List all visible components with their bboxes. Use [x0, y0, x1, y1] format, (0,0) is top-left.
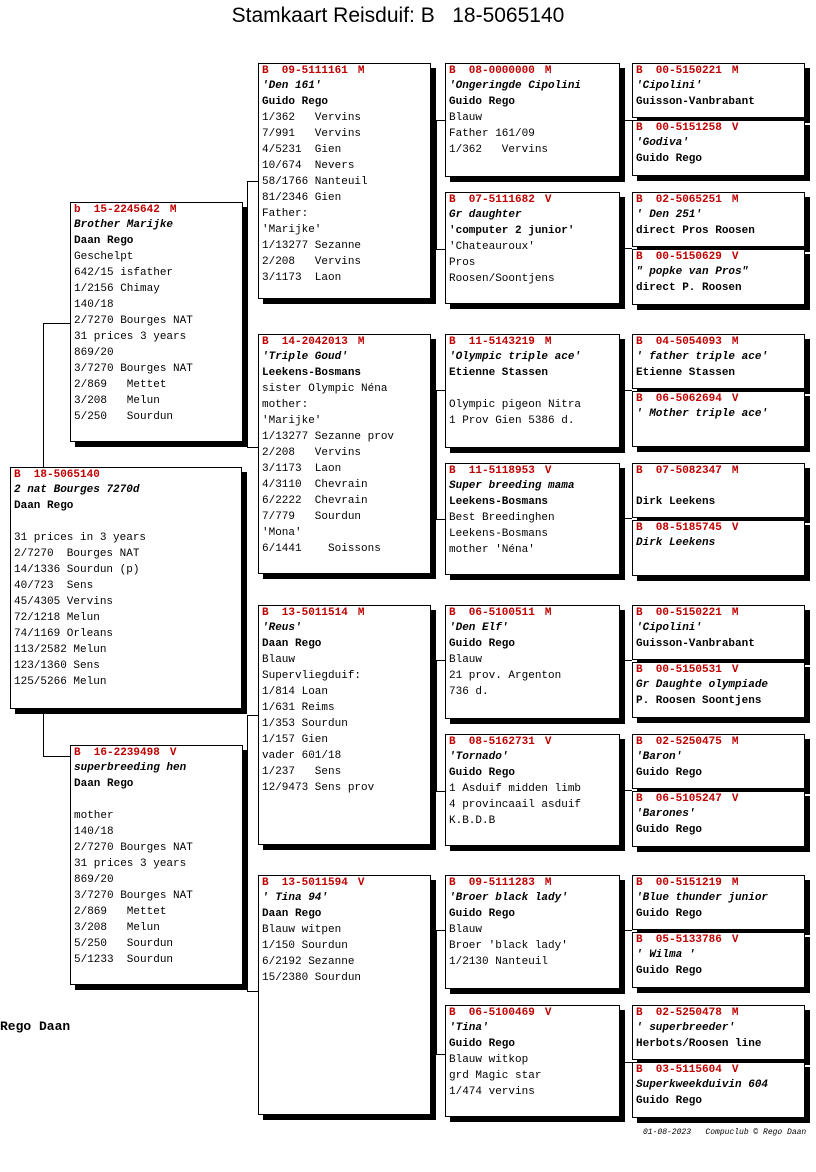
sex-marker: M [357, 607, 365, 619]
ring-number [633, 735, 804, 749]
pigeon-owner: Daan Rego [74, 235, 134, 247]
pigeon-info-line: 1/157 Gien [262, 734, 329, 746]
pigeon-info-line: 3/1173 Laon [262, 272, 342, 284]
pigeon-card-granddam-maternal [258, 875, 431, 1115]
ring-number [633, 933, 804, 947]
pigeon-info-line: 869/20 [74, 874, 114, 886]
pigeon-info-line [446, 381, 619, 397]
ring-number [446, 64, 619, 78]
pigeon-info-line: 3/208 Melun [74, 922, 160, 934]
pigeon-card-gen4 [632, 463, 805, 518]
pigeon-info-line: Blauw [449, 924, 483, 936]
pigeon-card-granddam-paternal [258, 334, 431, 574]
pigeon-info-line: grd Magic star [449, 1070, 542, 1082]
ring-number-text: B 07-5111682 [449, 194, 535, 206]
pigeon-name: 'Den Elf' [449, 622, 509, 634]
connector-gen4 [625, 790, 632, 791]
ring-number-text: B 08-5185745 [636, 522, 722, 534]
ring-number-text: B 11-5118953 [449, 465, 535, 477]
pigeon-name: 'Broer black lady' [449, 892, 568, 904]
pigeon-info-line: Blauw witkop [449, 1054, 529, 1066]
pigeon-info-line: 1/362 Vervins [262, 112, 362, 124]
sex-marker: V [544, 194, 552, 206]
pigeon-card-gen3 [445, 605, 620, 719]
sex-marker: M [731, 336, 739, 348]
pigeon-info-line: 7/991 Vervins [262, 128, 362, 140]
pigeon-info-line: Blauw [449, 654, 483, 666]
ring-number-text: B 00-5151258 [636, 122, 722, 134]
ring-number-text: B 16-2239498 [74, 747, 160, 759]
pigeon-card-gen4 [632, 605, 805, 660]
pigeon-card-gen3 [445, 463, 620, 575]
pigeon-info-line: Blauw [449, 112, 483, 124]
sex-marker: V [731, 522, 739, 534]
ring-number-text: B 06-5105247 [636, 793, 722, 805]
ring-number-text: B 18-5065140 [14, 469, 100, 481]
pigeon-name: 'Ongeringde Cipolini [449, 80, 582, 92]
ring-number-text: B 00-5150629 [636, 251, 722, 263]
pigeon-info-line: 2/7270 Bourges NAT [74, 842, 193, 854]
ring-number [633, 335, 804, 349]
pigeon-card-gen4 [632, 249, 805, 305]
pigeon-name: Dirk Leekens [636, 537, 716, 549]
ring-number-text: B 04-5054093 [636, 336, 722, 348]
pigeon-info-line: 2/208 Vervins [262, 447, 362, 459]
sex-marker: M [169, 204, 177, 216]
pigeon-info-line: 4/3110 Chevrain [262, 479, 368, 491]
pigeon-info-line: 7/779 Sourdun [262, 511, 362, 523]
pigeon-owner [633, 422, 804, 438]
sex-marker: V [544, 465, 552, 477]
ring-number-text: B 00-5150221 [636, 607, 722, 619]
pigeon-card-gen3 [445, 334, 620, 448]
pigeon-card-gen4 [632, 520, 805, 576]
pigeon-info-line: 736 d. [449, 686, 489, 698]
pigeon-info-line: 'Marijke' [262, 224, 322, 236]
pigeon-name: 'Tina' [449, 1022, 489, 1034]
pigeon-name: ' father triple ace' [636, 351, 769, 363]
pigeon-info-line [11, 514, 241, 530]
ring-number-text: B 07-5082347 [636, 465, 722, 477]
sex-marker: M [731, 736, 739, 748]
pigeon-info-line: 1/237 Sens [262, 766, 342, 778]
pigeon-info-line: 1/814 Loan [262, 686, 329, 698]
sex-marker: V [731, 1064, 739, 1076]
pigeon-card-gen4 [632, 120, 805, 176]
pigeon-card-gen4 [632, 1062, 805, 1118]
sex-marker: M [731, 1007, 739, 1019]
pigeon-name: 'Tornado' [449, 751, 509, 763]
sex-marker: V [731, 793, 739, 805]
ring-number [71, 203, 242, 217]
ring-number [11, 468, 241, 482]
pigeon-info-line: 4 provincaail asduif [449, 799, 582, 811]
pigeon-card-gen4 [632, 1005, 805, 1060]
pigeon-info-line: 1/2130 Nanteuil [449, 956, 549, 968]
ring-number [446, 735, 619, 749]
sex-marker: V [731, 664, 739, 676]
pigeon-info-line: 3/208 Melun [74, 395, 160, 407]
pigeon-name: Gr Daughte olympiade [636, 679, 769, 691]
connector-gen4 [625, 518, 632, 519]
pigeon-name: Brother Marijke [74, 219, 174, 231]
sex-marker: M [357, 336, 365, 348]
pigeon-info-line: 5/1233 Sourdun [74, 954, 174, 966]
pigeon-info-line: 2/869 Mettet [74, 906, 167, 918]
pigeon-card-sire [70, 202, 243, 442]
pigeon-info-line: Father: [262, 208, 309, 220]
pigeon-name: 2 nat Bourges 7270d [14, 484, 140, 496]
pigeon-name: ' superbreeder' [636, 1022, 736, 1034]
ring-number [633, 121, 804, 135]
pigeon-owner: Guido Rego [449, 1038, 516, 1050]
sex-marker: M [357, 65, 365, 77]
pigeon-owner: Dirk Leekens [636, 496, 716, 508]
ring-number-text: B 06-5062694 [636, 393, 722, 405]
pigeon-owner: Daan Rego [14, 500, 74, 512]
pigeon-info-line: Olympic pigeon Nitra [449, 399, 582, 411]
pigeon-name: Superkweekduivin 604 [636, 1079, 769, 1091]
pigeon-owner: Guido Rego [449, 96, 516, 108]
pigeon-info-line: 3/7270 Bourges NAT [74, 890, 193, 902]
pigeon-info-line: 140/18 [74, 826, 114, 838]
pigeon-card-gen3 [445, 734, 620, 846]
connector-gen2a [247, 181, 258, 448]
pigeon-info-line: 12/9473 Sens prov [262, 782, 375, 794]
pigeon-name [633, 478, 804, 494]
pigeon-owner: Guido Rego [449, 908, 516, 920]
pigeon-info-line: 45/4305 Vervins [14, 596, 114, 608]
pigeon-info-line: Supervliegduif: [262, 670, 362, 682]
connector-gen4 [625, 930, 632, 931]
ring-number-text: B 02-5250478 [636, 1007, 722, 1019]
sex-marker: M [544, 607, 552, 619]
ring-number-text: B 05-5133786 [636, 934, 722, 946]
pigeon-name: 'Olympic triple ace' [449, 351, 582, 363]
ring-number [259, 335, 430, 349]
pigeon-card-gen3 [445, 63, 620, 177]
pigeon-owner: Guido Rego [636, 908, 703, 920]
ring-number [633, 193, 804, 207]
pigeon-card-gen4 [632, 63, 805, 118]
pigeon-owner: Guido Rego [636, 965, 703, 977]
pigeon-info-line: Best Breedinghen [449, 512, 555, 524]
pigeon-name: 'Cipolini' [636, 622, 703, 634]
pigeon-info-line [71, 792, 242, 808]
pigeon-info-line: 'Marijke' [262, 415, 322, 427]
ring-number [446, 606, 619, 620]
pigeon-name: 'Den 161' [262, 80, 322, 92]
ring-number [446, 1006, 619, 1020]
pigeon-card-gen4 [632, 734, 805, 789]
pigeon-info-line: Geschelpt [74, 251, 134, 263]
ring-number [633, 606, 804, 620]
sex-marker: V [544, 736, 552, 748]
pigeon-info-line: 31 prices in 3 years [14, 532, 147, 544]
ring-number [446, 876, 619, 890]
pigeon-info-line: 5/250 Sourdun [74, 938, 174, 950]
pigeon-info-line: Leekens-Bosmans [449, 528, 549, 540]
sex-marker: M [731, 65, 739, 77]
pigeon-info-line: 1/631 Reims [262, 702, 335, 714]
pigeon-info-line: 113/2582 Melun [14, 644, 107, 656]
pigeon-info-line: 2/7270 Bourges NAT [14, 548, 140, 560]
ring-number-text: B 11-5143219 [449, 336, 535, 348]
pigeon-card-gen3 [445, 875, 620, 989]
ring-number-text: B 02-5065251 [636, 194, 722, 206]
connector-gen4 [625, 1062, 632, 1063]
pigeon-owner: 'computer 2 junior' [449, 225, 575, 237]
pigeon-name: 'Reus' [262, 622, 302, 634]
sex-marker: V [169, 747, 177, 759]
pigeon-info-line: Broer 'black lady' [449, 940, 568, 952]
pigeon-info-line: 123/1360 Sens [14, 660, 100, 672]
ring-number [259, 64, 430, 78]
pigeon-name: " popke van Pros" [636, 266, 749, 278]
pigeon-owner: Guido Rego [262, 96, 329, 108]
pigeon-info-line: 2/869 Mettet [74, 379, 167, 391]
pigeon-card-gen3 [445, 192, 620, 304]
pigeon-info-line: 31 prices 3 years [74, 858, 187, 870]
pigeon-card-grandsire-maternal [258, 605, 431, 845]
pigeon-card-gen4 [632, 334, 805, 389]
pigeon-owner: Herbots/Roosen line [636, 1038, 762, 1050]
pigeon-info-line: Blauw witpen [262, 924, 342, 936]
sex-marker: M [544, 65, 552, 77]
pigeon-card-gen3 [445, 1005, 620, 1117]
ring-number-text: B 08-0000000 [449, 65, 535, 77]
pigeon-owner: Guido Rego [636, 1095, 703, 1107]
pigeon-info-line: 642/15 isfather [74, 267, 174, 279]
sex-marker: V [357, 877, 365, 889]
pigeon-card-gen4 [632, 391, 805, 447]
pigeon-name: ' Wilma ' [636, 949, 696, 961]
pigeon-card-gen4 [632, 791, 805, 847]
ring-number [71, 746, 242, 760]
pigeon-owner: Leekens-Bosmans [449, 496, 549, 508]
sex-marker: M [544, 877, 552, 889]
pigeon-card-dam [70, 745, 243, 985]
pigeon-info-line: 1 Prov Gien 5386 d. [449, 415, 575, 427]
sex-marker: M [731, 607, 739, 619]
ring-number [633, 64, 804, 78]
pigeon-card-grandsire-paternal [258, 63, 431, 299]
pigeon-info-line: 1/362 Vervins [449, 144, 549, 156]
ring-number-text: B 00-5150531 [636, 664, 722, 676]
sex-marker: V [731, 393, 739, 405]
pigeon-info-line: 869/20 [74, 347, 114, 359]
ring-number [633, 663, 804, 677]
ring-number [633, 792, 804, 806]
pigeon-owner: Guido Rego [636, 767, 703, 779]
pigeon-owner: Daan Rego [262, 638, 322, 650]
pigeon-info-line: 6/2192 Sezanne [262, 956, 355, 968]
pigeon-card-gen4 [632, 932, 805, 988]
pigeon-info-line: 15/2380 Sourdun [262, 972, 362, 984]
pigeon-info-line: 1/474 vervins [449, 1086, 535, 1098]
sex-marker: V [731, 934, 739, 946]
pigeon-name: 'Barones' [636, 808, 696, 820]
sex-marker: V [731, 122, 739, 134]
sex-marker: M [731, 465, 739, 477]
pigeon-info-line: 1/150 Sourdun [262, 940, 348, 952]
pigeon-info-line: 40/723 Sens [14, 580, 94, 592]
pigeon-name: ' Tina 94' [262, 892, 329, 904]
pigeon-info-line: 'Chateauroux' [449, 241, 535, 253]
pigeon-info-line: 2/208 Vervins [262, 256, 362, 268]
pigeon-info-line: vader 601/18 [262, 750, 342, 762]
pigeon-card-subject [10, 467, 242, 709]
connector-gen4 [625, 390, 632, 391]
pigeon-info-line: 72/1218 Melun [14, 612, 100, 624]
ring-number [633, 464, 804, 478]
ring-number [633, 250, 804, 264]
pigeon-info-line: 3/1173 Laon [262, 463, 342, 475]
sex-marker: M [544, 336, 552, 348]
pigeon-card-gen4 [632, 192, 805, 247]
pigeon-owner: direct Pros Roosen [636, 225, 755, 237]
pigeon-owner: Daan Rego [74, 778, 134, 790]
ring-number-text: B 09-5111161 [262, 65, 348, 77]
pigeon-info-line: sister Olympic Néna [262, 383, 388, 395]
pigeon-name: 'Cipolini' [636, 80, 703, 92]
pigeon-owner: Etienne Stassen [636, 367, 736, 379]
pigeon-info-line: 'Mona' [262, 527, 302, 539]
connector-gen4 [625, 660, 632, 661]
pigeon-info-line: K.B.D.B [449, 815, 496, 827]
ring-number-text: B 08-5162731 [449, 736, 535, 748]
pigeon-info-line: Roosen/Soontjens [449, 273, 555, 285]
ring-number [633, 392, 804, 406]
pigeon-info-line: 1/13277 Sezanne [262, 240, 362, 252]
ring-number-text: B 14-2042013 [262, 336, 348, 348]
sex-marker: V [544, 1007, 552, 1019]
ring-number-text: B 02-5250475 [636, 736, 722, 748]
pigeon-info-line: 1/13277 Sezanne prov [262, 431, 395, 443]
pigeon-info-line: mother [74, 810, 114, 822]
pigeon-name: 'Blue thunder junior [636, 892, 769, 904]
ring-number [259, 606, 430, 620]
pigeon-owner: Etienne Stassen [449, 367, 549, 379]
pigeon-owner: Leekens-Bosmans [262, 367, 362, 379]
print-info: 01-08-2023 Compuclub © Rego Daan [643, 1128, 807, 1137]
pigeon-info-line: mother: [262, 399, 309, 411]
pigeon-owner: Guido Rego [636, 153, 703, 165]
pigeon-name: Gr daughter [449, 209, 522, 221]
ring-number [446, 335, 619, 349]
ring-number-text: B 06-5100511 [449, 607, 535, 619]
ring-number [633, 876, 804, 890]
pigeon-name: 'Baron' [636, 751, 683, 763]
sex-marker: M [731, 877, 739, 889]
pigeon-owner: Guisson-Vanbrabant [636, 96, 755, 108]
ring-number-text: B 13-5011514 [262, 607, 348, 619]
ring-number-text: b 15-2245642 [74, 204, 160, 216]
pigeon-info-line: Blauw [262, 654, 296, 666]
pigeon-info-line: mother 'Néna' [449, 544, 535, 556]
ring-number [633, 1063, 804, 1077]
pigeon-owner [633, 551, 804, 567]
pigeon-info-line: Father 161/09 [449, 128, 535, 140]
pigeon-owner: Daan Rego [262, 908, 322, 920]
pigeon-info-line: 58/1766 Nanteuil [262, 176, 368, 188]
pigeon-info-line: 5/250 Sourdun [74, 411, 174, 423]
ring-number-text: B 03-5115604 [636, 1064, 722, 1076]
pigeon-info-line: 4/5231 Gien [262, 144, 342, 156]
ring-number-text: B 00-5150221 [636, 65, 722, 77]
pigeon-owner: P. Roosen Soontjens [636, 695, 762, 707]
pigeon-card-gen4 [632, 662, 805, 718]
pigeon-info-line: 6/2222 Chevrain [262, 495, 368, 507]
pigeon-info-line: 1 Asduif midden limb [449, 783, 582, 795]
sex-marker: M [731, 194, 739, 206]
pigeon-info-line: 6/1441 Soissons [262, 543, 381, 555]
pigeon-info-line: 1/353 Sourdun [262, 718, 348, 730]
page-title: Stamkaart Reisduif: B 18-5065140 [231, 4, 565, 27]
pigeon-info-line: 10/674 Nevers [262, 160, 355, 172]
pigeon-info-line: Pros [449, 257, 476, 269]
pigeon-info-line: 3/7270 Bourges NAT [74, 363, 193, 375]
pigeon-owner: direct P. Roosen [636, 282, 742, 294]
pigeon-name: ' Den 251' [636, 209, 703, 221]
ring-number [633, 521, 804, 535]
pigeon-info-line: 140/18 [74, 299, 114, 311]
pigeon-info-line: 74/1169 Orleans [14, 628, 114, 640]
pigeon-info-line: 21 prov. Argenton [449, 670, 562, 682]
connector-gen2b [247, 715, 258, 992]
ring-number-text: B 13-5011594 [262, 877, 348, 889]
pigeon-name: ' Mother triple ace' [636, 408, 769, 420]
ring-number-text: B 00-5151219 [636, 877, 722, 889]
pigeon-info-line: 2/7270 Bourges NAT [74, 315, 193, 327]
ring-number [446, 193, 619, 207]
pigeon-info-line: 1/2156 Chimay [74, 283, 160, 295]
pigeon-owner: Guido Rego [449, 638, 516, 650]
pigeon-info-line: 81/2346 Gien [262, 192, 342, 204]
ring-number [633, 1006, 804, 1020]
sex-marker: V [731, 251, 739, 263]
ring-number-text: B 09-5111283 [449, 877, 535, 889]
pigeon-owner: Guido Rego [449, 767, 516, 779]
pigeon-owner: Guisson-Vanbrabant [636, 638, 755, 650]
pigeon-owner: Guido Rego [636, 824, 703, 836]
connector-gen4 [625, 120, 632, 121]
pigeon-name: superbreeding hen [74, 762, 187, 774]
pigeon-info-line: 14/1336 Sourdun (p) [14, 564, 140, 576]
pigeon-card-gen4 [632, 875, 805, 930]
owner-footer: Rego Daan [0, 1019, 71, 1034]
pigeon-name: 'Triple Goud' [262, 351, 348, 363]
pigeon-name: 'Godiva' [636, 137, 689, 149]
ring-number [446, 464, 619, 478]
connector-gen4 [625, 248, 632, 249]
pigeon-name: Super breeding mama [449, 480, 575, 492]
pigeon-info-line: 31 prices 3 years [74, 331, 187, 343]
ring-number-text: B 06-5100469 [449, 1007, 535, 1019]
pigeon-info-line: 125/5266 Melun [14, 676, 107, 688]
ring-number [259, 876, 430, 890]
